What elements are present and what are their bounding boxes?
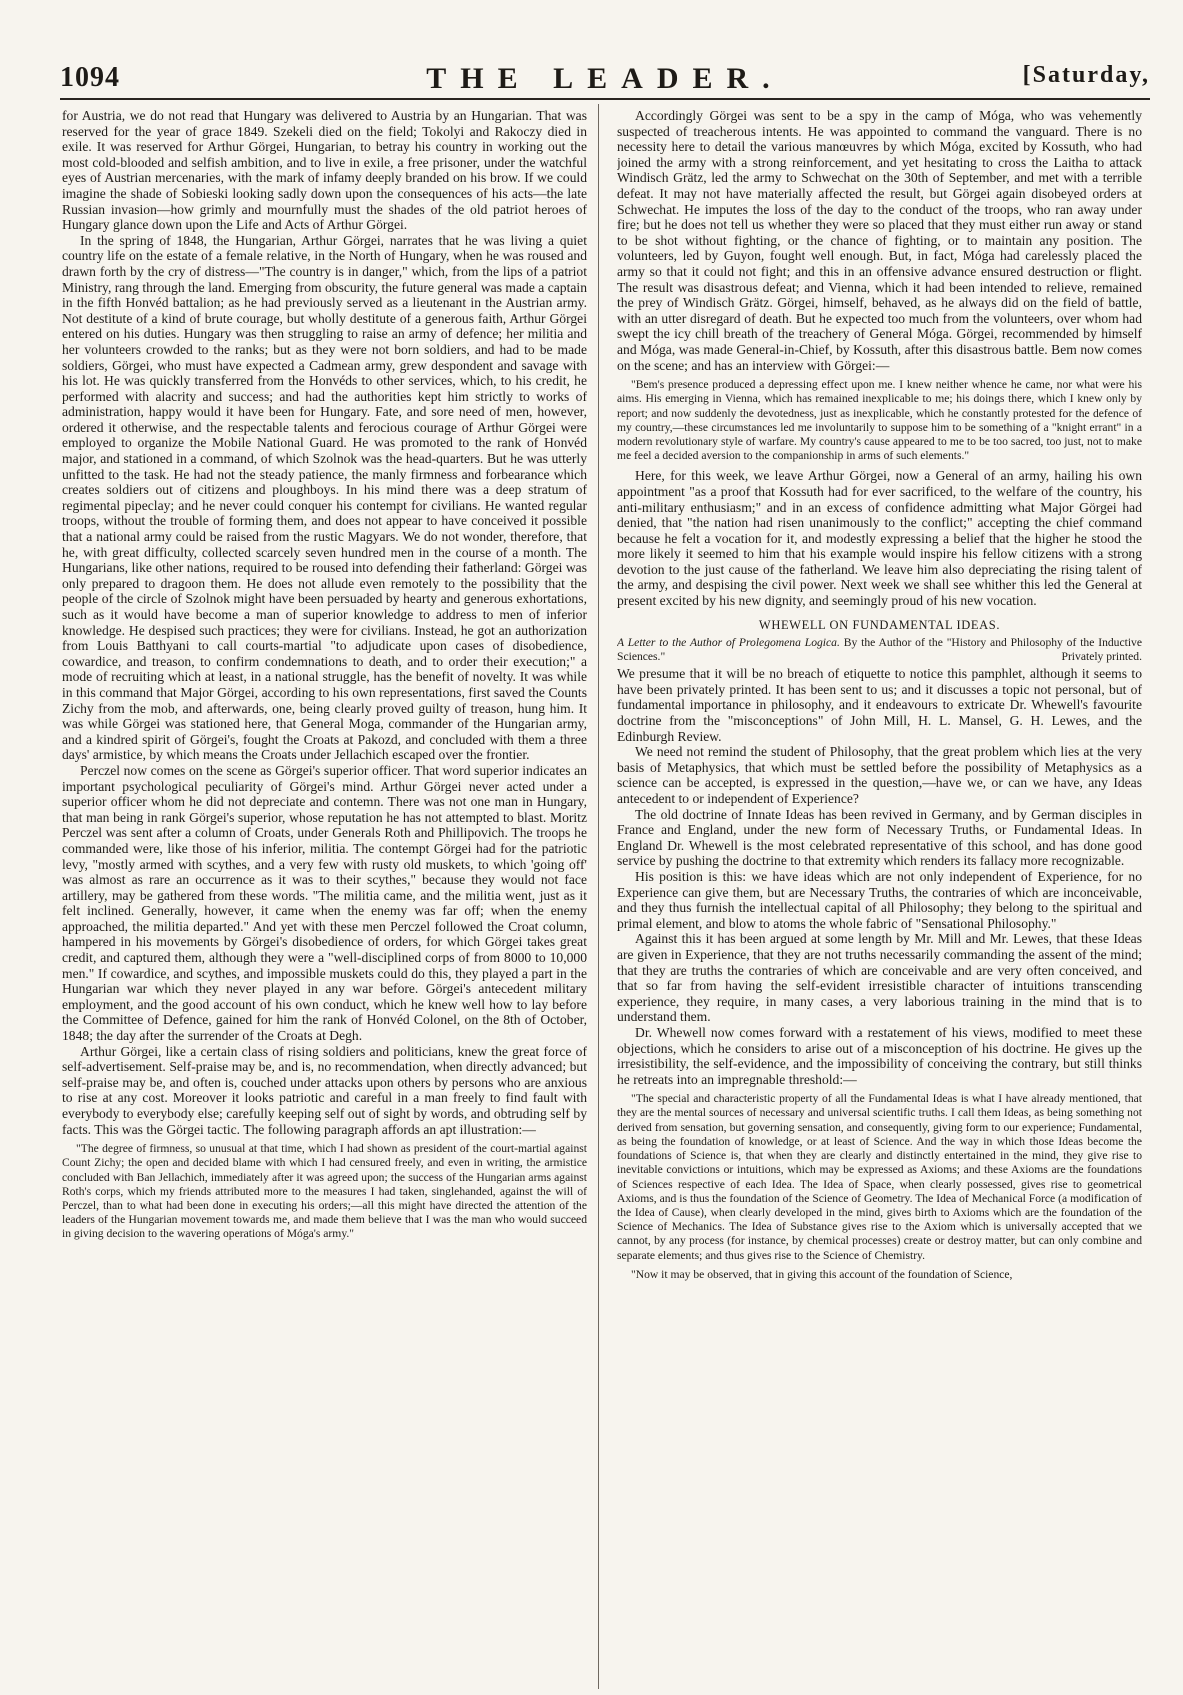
subtitle-author: By the Author of the "History and Philosophy of the Inductive Sciences." — [617, 636, 1142, 663]
paragraph: His position is this: we have ideas which are not only independent of Experience, for no Experience can give them, but are Necessary Truths, the contraries of which are inconceivable, and they thus furnish the intellectual capital of all Philosophy; they belong to the spiritual and primal element, and blow to atoms the whole fabric of "Sensational Philosophy." — [617, 868, 1142, 931]
block-quote: "The degree of firmness, so unusual at that time, which I had shown as president of the court-martial against Count Zichy; the open and decided blame with which I had censured freely, and even in writing, the armistice concluded with Ban Jellachich, immediately after it was agreed upon; the success of the Hungarian arms against Roth's corps, which my friends attributed more to the measures I had taken, singlehanded, against the will of Perczel, than to what had been done in executing his orders;—all this might have directed the attention of the leaders of the Hungarian movement towards me, and made them believe that I was the man who would succeed in giving decision to the wavering operations of Móga's army." — [62, 1142, 587, 1241]
newspaper-title: THE LEADER. — [426, 62, 784, 95]
paragraph: Dr. Whewell now comes forward with a restatement of his views, modified to meet these objections, which he considers to arise out of a misconception of his doctrine. He gives up the irresistibility, the self-evidence, and the impossibility of conceiving the contrary, but still thinks he retreats into an impregnable threshold:— — [617, 1024, 1142, 1087]
paragraph: The old doctrine of Innate Ideas has been revived in Germany, and by German disciples in France and England, under the new form of Necessary Truths, or Fundamental Ideas. In England Dr. Whewell is the most celebrated representative of this school, and has done good service by pushing the doctrine to that extremity which renders its fallacy more recognizable. — [617, 806, 1142, 869]
article-heading: WHEWELL ON FUNDAMENTAL IDEAS. — [758, 617, 1001, 632]
paragraph: We presume that it will be no breach of etiquette to notice this pamphlet, although it seems to have been privately printed. It has been sent to us; and it discusses a topic not personal, but of fundamental importance in philosophy, and it endeavours to extricate Dr. Whewell's favourite doctrine from the "misconceptions" of John Mill, H. L. Mansel, G. H. Lewes, and the Edinburgh Review. — [617, 666, 1142, 744]
paragraph: Here, for this week, we leave Arthur Görgei, now a General of an army, hailing his own appointment "as a proof that Kossuth had for ever sacrificed, to the welfare of the country, his anti-military enthusiasm;" and in an excess of confidence admitting what Major Görgei had denied, that "the nation had risen unanimously to the conflict;" accepting the chief command because he felt a vocation for it, and modestly expressing a belief that the higher he stood the more likely it seemed to him that his example would inspire his fellow citizens with a strong devotion to the just cause of the fatherland. We leave him also depreciating the rising talent of the army, and despising the civil power. Next week we shall see whither this led the General at present excited by his new dignity, and seemingly proud of his new vocation. — [617, 468, 1142, 609]
header-rule — [60, 98, 1150, 100]
page-number: 1094 — [60, 62, 120, 93]
paragraph: for Austria, we do not read that Hungary was delivered to Austria by an Hungarian. That was reserved for the year of grace 1849. Szekeli died on the field; Tokolyi and Rakoczy died in exile. It was reserved for Arthur Görgei, Hungarian, to betray his country in working out the most cold-blooded and selfish ambition, and to live in exile, a free prisoner, under the watchful eyes of Austrian mercenaries, with the mark of infamy deeply branded on his brow. If we could imagine the shade of Sobieski looking sadly down upon the consequences of his acts—the late Russian invasion—how grimly and mournfully must the shades of the old patriot heroes of Hungary glance down upon the Life and Acts of Arthur Görgei. — [62, 108, 587, 233]
paragraph: In the spring of 1848, the Hungarian, Arthur Görgei, narrates that he was living a quiet country life on the estate of a female relative, in the North of Hungary, when he was roused and drawn forth by the cry of distress—"The country is in danger," which, from the lips of a patriot Ministry, rang through the land. Emerging from obscurity, the future general was made a captain in the fifth Honvéd battalion; as he had previously served as a lieutenant in the Austrian army. Not destitute of a kind of brute courage, but wholly destitute of a generous faith, Arthur Görgei entered on his duties. Hungary was then struggling to raise an army of defence; her militia and her volunteers crowded to the ranks; but as they were not born soldiers, and had to be made soldiers, Görgei, who must have expected a Cadmean army, grew despondent and savage with his lot. He was quickly transferred from the Honvéds to other services, which, to his credit, he performed with alacrity and success; and had the authorities kept him strictly to works of administration, happy would it have been for Hungary. Fate, and sore need of men, however, ordered it otherwise, and the respectable talents and ferocious courage of Arthur Görgei were employed to organize the Mobile National Guard. He was promoted to the rank of Honvéd major, and stationed in a command, of which Szolnok was the head-quarters. But he was utterly unfitted to the task. He had not the steady patience, the manly firmness and forbearance which creates soldiers out of citizens and ploughboys. In his mind there was a deep stratum of regimental pipeclay; and he never could conquer his contempt for civilians. He wanted regular troops, without the trouble of forming them, and does not appear to have conceived it possible that a national army could be raised from the rustic Magyars. We do not wonder, therefore, that he, with great difficulty, collected scarcely seven hundred men in the course of a month. The Hungarians, like other nations, required to be roused into defending their fatherland: Görgei was only prepared to dragoon them. He does not allude even remotely to the possibility that the people of the circle of Szolnok might have been persuaded by hearty and generous exhortations, such as it would have become a man of superior knowledge to address to men of inferior knowledge. He despised such practices; they were for civilians. Instead, he got an authorization from Louis Batthyani to call courts-martial "to adjudicate upon cases of disobedience, cowardice, and treason, to confirm condemnations to death, and to order their execution;" a mode of recruiting which at least, in a national struggle, has the benefit of novelty. It was while in this command that Major Görgei, according to his own representations, first saved the Counts Zichy from the mob, and afterwards, one, being clearly proved guilty of treason, hung him. It was while Görgei was stationed here, that General Moga, commander of the Hungarian army, and a kindred spirit of Görgei's, fought the Croats at Pakozd, and concluded with them a three days' armistice, by which means the Croats under Jellachich escaped over the frontier. — [62, 232, 587, 763]
left-column — [62, 108, 587, 1688]
block-quote: "Bem's presence produced a depressing effect upon me. I knew neither whence he came, nor what were his aims. His emerging in Vienna, which has remained inexplicable to me; his doings there, which I knew only by report; and now suddenly the devotedness, just as inexplicable, which he constantly protested for the defence of my country,—these circumstances led me involuntarily to suppose him to be something of a "knight errant" in a modern revolutionary style of warfare. My country's cause appeared to me to be too sacred, too just, not to make me feel a decided aversion to the companionship in arms of such elements." — [617, 378, 1142, 463]
masthead — [60, 62, 1150, 98]
paragraph: We need not remind the student of Philosophy, that the great problem which lies at the very basis of Metaphysics, that which must be settled before the possibility of Metaphysics as a science can be accepted, is expressed in the question,—have we, or can we have, any Ideas antecedent to or independent of Experience? — [617, 744, 1142, 806]
paragraph: Accordingly Görgei was sent to be a spy in the camp of Móga, who was vehemently suspected of treacherous intents. He was appointed to command the vanguard. There is no necessity here to detail the various manœuvres by which Móga, excited by Kossuth, who had joined the army with a strong reinforcement, and yet hesitating to cross the Laitha to attack Windisch Grätz, led the army to Schwechat on the 30th of September, and met with a terrible defeat. It may not have materially affected the result, but Görgei again disobeyed orders at Schwechat. He imputes the loss of the day to the conduct of the troops, who ran away under fire; but he does not tell us whether they were so placed that they must either run away or stand to be shot without fighting, or the chance of fighting, or to maintain any position. The volunteers, led by Guyon, fought well enough. But, in fact, Móga had carelessly placed the army so that it could not fight; and this in an offensive advance ensured destruction or flight. The result was disastrous defeat; and Vienna, which it had been intended to relieve, remained the prey of Windisch Grätz. Görgei, himself, behaved, as he always did on the field of battle, with an utter disregard of death. But he expected too much from the volunteers, over whom had swept the icy chill breath of the treachery of General Móga. Görgei, recommended by himself and Móga, was made General-in-Chief, by Kossuth, after this disastrous battle. Bem now comes on the scene; and has an interview with Görgei:— — [617, 108, 1142, 373]
paragraph: Perczel now comes on the scene as Görgei's superior officer. That word superior indicates an important psychological peculiarity of Görgei's mind. Arthur Görgei never acted under a superior officer whom he did not depreciate and contemn. There was not one man in Hungary, that man being in rank Görgei's superior, whose reputation he has not attempted to blast. Moritz Perczel was sent after a column of Croats, under Generals Roth and Phillipovich. The troops he commanded were, like those of his inferior, militia. The contempt Görgei had for the patriotic levy, "mostly armed with scythes, and a very few with rusty old muskets, to which 'going off' was almost as rare an occurrence as it was to their scythes," because they would not face artillery, may be gathered from these words. "The militia came, and the militia went, just as it felt inclined. Generally, however, it came when the enemy was far off; when the enemy approached, the militia departed." And yet with these men Perczel followed the Croat column, hampered in his movements by Görgei's disobedience of orders, for which Görgei takes great credit, and captured them, although they were a "well-disciplined corps of from 8000 to 10,000 men." If cowardice, and scythes, and impossible muskets could do this, they played a part in the Hungarian war which they never played in any war before. Görgei's antecedent military employment, and the good account of his own conduct, which he knew well how to lay before the Committee of Defence, gained for him the rank of Honvéd Colonel, on the 8th of October, 1848; the day after the surrender of the Croats at Degh. — [62, 762, 587, 1044]
block-quote: "The special and characteristic property of all the Fundamental Ideas is what I have already mentioned, that they are the mental sources of necessary and universal scientific truths. I call them Ideas, as being something not derived from sensation, but governing sensation, and consequently, giving form to our experience; Fundamental, as being the foundation of knowledge, or at least of Science. And the way in which those Ideas become the foundations of Science is, that when they are clearly and distinctly entertained in the mind, they give rise to inevitable convictions or intuitions, which may be expressed as Axioms; and these Axioms are the foundations of Sciences respective of each Idea. The Idea of Space, when clearly possessed, gives rise to geometrical Axioms, and is thus the foundation of the Science of Geometry. The Idea of Mechanical Force (a modification of the Idea of Cause), when clearly developed in the mind, gives birth to Axioms which are the foundation of the Science of Mechanics. The Idea of Substance gives rise to the Axiom which is universally accepted that we cannot, by any process (for instance, by chemical processes) create or destroy matter, but can only combine and separate elements; and thus gives rise to the Science of Chemistry. — [617, 1092, 1142, 1262]
paragraph: Against this it has been argued at some length by Mr. Mill and Mr. Lewes, that these Ideas are given in Experience, that they are not truths necessarily commanding the assent of the mind; that they are truths the contraries of which are conceivable and are very often conceived, and that so far from having the self-evident irresistible character of intuitions transcending experience, they require, in many cases, a very laborious training in the mind that is to understand them. — [617, 931, 1142, 1025]
subtitle-note: Privately printed. — [1061, 649, 1142, 663]
right-column — [617, 108, 1142, 1688]
block-quote-continuation: "Now it may be observed, that in giving this account of the foundation of Science, — [631, 1267, 1013, 1281]
article-subtitle — [617, 636, 1142, 663]
column-divider — [598, 104, 599, 1689]
paragraph: Arthur Görgei, like a certain class of rising soldiers and politicians, knew the great force of self-advertisement. Self-praise may be, and is, no recommendation, when directly advanced; but self-praise may be, and often is, couched under attacks upon others by persons who are anxious to rise at any cost. Moreover it looks patriotic and careful in a man freely to find fault with everybody to everybody else; carefully keeping self out of sight by words, and obtruding self by facts. This was the Görgei tactic. The following paragraph affords an apt illustration:— — [62, 1043, 587, 1137]
issue-day: [Saturday, — [1022, 62, 1150, 88]
subtitle-title: A Letter to the Author of Prolegomena Logica. — [617, 636, 840, 650]
